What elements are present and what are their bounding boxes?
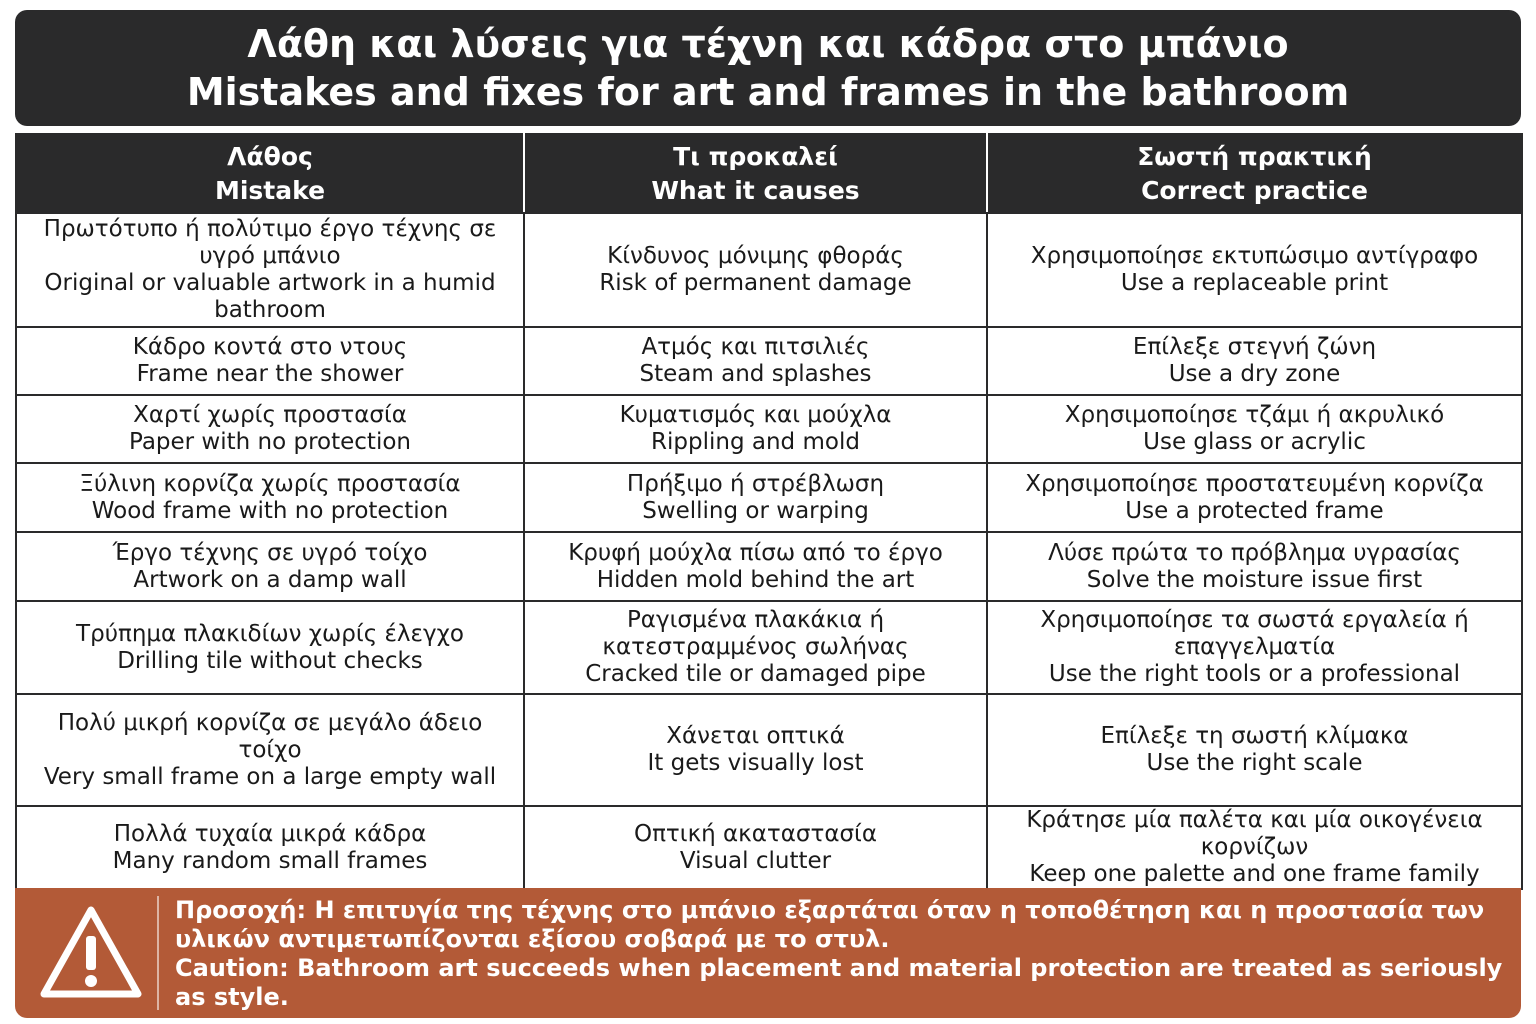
cell-greek: Χρησιμοποίησε εκτυπώσιμο αντίγραφο xyxy=(1030,243,1479,269)
cell-mistake xyxy=(16,395,524,463)
cell-mistake xyxy=(16,463,524,532)
cell-greek: Επίλεξε τη σωστή κλίμακα xyxy=(1100,723,1409,749)
cell-english: Use the right tools or a professional xyxy=(1048,661,1461,687)
cell-practice xyxy=(987,463,1522,532)
table-header-row xyxy=(16,134,1522,213)
table-row xyxy=(16,327,1522,395)
cell-greek: Λύσε πρώτα το πρόβλημα υγρασίας xyxy=(1048,539,1461,566)
cell-english: Original or valuable artwork in a humid bathroom xyxy=(44,270,496,323)
cell-english: Artwork on a damp wall xyxy=(133,566,407,593)
cell-causes xyxy=(524,806,987,889)
header-mistake-greek: Λάθος xyxy=(227,141,313,171)
cell-english: Hidden mold behind the art xyxy=(596,566,915,593)
cell-english: It gets visually lost xyxy=(647,750,864,776)
cell-greek: Έργο τέχνης σε υγρό τοίχο xyxy=(112,539,428,566)
header-causes-greek: Τι προκαλεί xyxy=(673,141,838,171)
header-causes-english: What it causes xyxy=(651,175,860,205)
cell-mistake xyxy=(16,213,524,327)
cell-english: Use a replaceable print xyxy=(1120,270,1389,296)
header-mistake xyxy=(16,134,524,213)
title-english: Mistakes and fixes for art and frames in the bathroom xyxy=(186,70,1350,114)
caution-english: Caution: Bathroom art succeeds when placement and material protection are treated as seriously as style. xyxy=(175,954,1503,1011)
mistakes-table xyxy=(15,133,1523,890)
cell-causes xyxy=(524,463,987,532)
header-practice xyxy=(987,134,1522,213)
cell-english: Solve the moisture issue first xyxy=(1086,566,1423,593)
cell-english: Very small frame on a large empty wall xyxy=(43,763,497,790)
cell-greek: Χρησιμοποίησε τα σωστά εργαλεία ή επαγγελματία xyxy=(1040,607,1469,660)
cell-greek: Επίλεξε στεγνή ζώνη xyxy=(1132,334,1377,360)
cell-causes xyxy=(524,213,987,327)
cell-greek: Χάνεται οπτικά xyxy=(666,723,845,749)
cell-causes xyxy=(524,327,987,395)
table-row xyxy=(16,532,1522,601)
cell-greek: Κράτησε μία παλέτα και μία οικογένεια κορνίζων xyxy=(1026,807,1483,860)
cell-english: Rippling and mold xyxy=(651,429,860,455)
cell-greek: Οπτική ακαταστασία xyxy=(633,820,878,847)
cell-english: Frame near the shower xyxy=(136,361,404,387)
header-practice-english: Correct practice xyxy=(1141,175,1368,205)
cell-mistake xyxy=(16,532,524,601)
cell-greek: Κρυφή μούχλα πίσω από το έργο xyxy=(568,539,943,566)
cell-greek: Πρήξιμο ή στρέβλωση xyxy=(626,470,885,497)
cell-english: Use a dry zone xyxy=(1168,361,1341,387)
table-row xyxy=(16,395,1522,463)
cell-practice xyxy=(987,601,1522,694)
cell-greek: Ατμός και πιτσιλιές xyxy=(641,334,870,360)
title-bar xyxy=(15,10,1521,126)
cell-mistake xyxy=(16,601,524,694)
cell-english: Paper with no protection xyxy=(128,429,411,455)
cell-greek: Κίνδυνος μόνιμης φθοράς xyxy=(607,243,904,269)
cell-greek: Χρησιμοποίησε τζάμι ή ακρυλικό xyxy=(1064,402,1445,428)
cell-mistake xyxy=(16,327,524,395)
header-causes xyxy=(524,134,987,213)
table-row xyxy=(16,463,1522,532)
cell-english: Use a protected frame xyxy=(1125,497,1384,524)
caution-greek: Προσοχή: Η επιτυγία της τέχνης στο μπάνιο εξαρτάται όταν η τοποθέτηση και η προστασία των υλικών αντιμετωπίζονται εξίσου σοβαρά με το στυλ. xyxy=(175,896,1485,953)
table-row xyxy=(16,694,1522,806)
cell-greek: Ραγισμένα πλακάκια ή κατεστραμμένος σωλήνας xyxy=(602,607,909,660)
cell-english: Steam and splashes xyxy=(639,361,872,387)
cell-greek: Πολύ μικρή κορνίζα σε μεγάλο άδειο τοίχο xyxy=(57,709,483,763)
cell-english: Swelling or warping xyxy=(642,497,869,524)
cell-causes xyxy=(524,601,987,694)
cell-greek: Πολλά τυχαία μικρά κάδρα xyxy=(113,820,427,847)
cell-causes xyxy=(524,532,987,601)
cell-greek: Πρωτότυπο ή πολύτιμο έργο τέχνης σε υγρό μπάνιο xyxy=(43,216,497,269)
cell-greek: Χαρτί χωρίς προστασία xyxy=(133,402,407,428)
table-row xyxy=(16,601,1522,694)
header-mistake-english: Mistake xyxy=(214,175,326,205)
cell-english: Wood frame with no protection xyxy=(91,497,449,524)
caution-divider xyxy=(157,896,159,1010)
table-row xyxy=(16,213,1522,327)
cell-practice xyxy=(987,395,1522,463)
cell-mistake xyxy=(16,806,524,889)
header-practice-greek: Σωστή πρακτική xyxy=(1137,141,1372,171)
cell-causes xyxy=(524,694,987,806)
cell-practice xyxy=(987,327,1522,395)
cell-english: Cracked tile or damaged pipe xyxy=(585,661,926,687)
cell-greek: Ξύλινη κορνίζα χωρίς προστασία xyxy=(79,470,461,497)
cell-english: Many random small frames xyxy=(112,847,428,874)
cell-english: Keep one palette and one frame family xyxy=(1029,861,1480,887)
cell-greek: Κάδρο κοντά στο ντους xyxy=(132,334,408,360)
cell-practice xyxy=(987,213,1522,327)
cell-practice xyxy=(987,532,1522,601)
title-greek: Λάθη και λύσεις για τέχνη και κάδρα στο μπάνιο xyxy=(247,22,1289,66)
cell-practice xyxy=(987,806,1522,889)
table-row xyxy=(16,806,1522,889)
cell-english: Use the right scale xyxy=(1146,750,1363,776)
cell-english: Visual clutter xyxy=(679,847,832,874)
cell-greek: Κυματισμός και μούχλα xyxy=(619,402,892,428)
cell-greek: Χρησιμοποίησε προστατευμένη κορνίζα xyxy=(1025,470,1484,497)
cell-causes xyxy=(524,395,987,463)
cell-english: Risk of permanent damage xyxy=(599,270,912,296)
cell-mistake xyxy=(16,694,524,806)
cell-english: Use glass or acrylic xyxy=(1143,429,1366,455)
cell-greek: Τρύπημα πλακιδίων χωρίς έλεγχο xyxy=(76,620,464,647)
caution-box xyxy=(15,888,1521,1018)
cell-practice xyxy=(987,694,1522,806)
cell-english: Drilling tile without checks xyxy=(117,647,423,674)
caution-text xyxy=(175,896,1505,1012)
warning-triangle-icon xyxy=(39,904,143,1002)
